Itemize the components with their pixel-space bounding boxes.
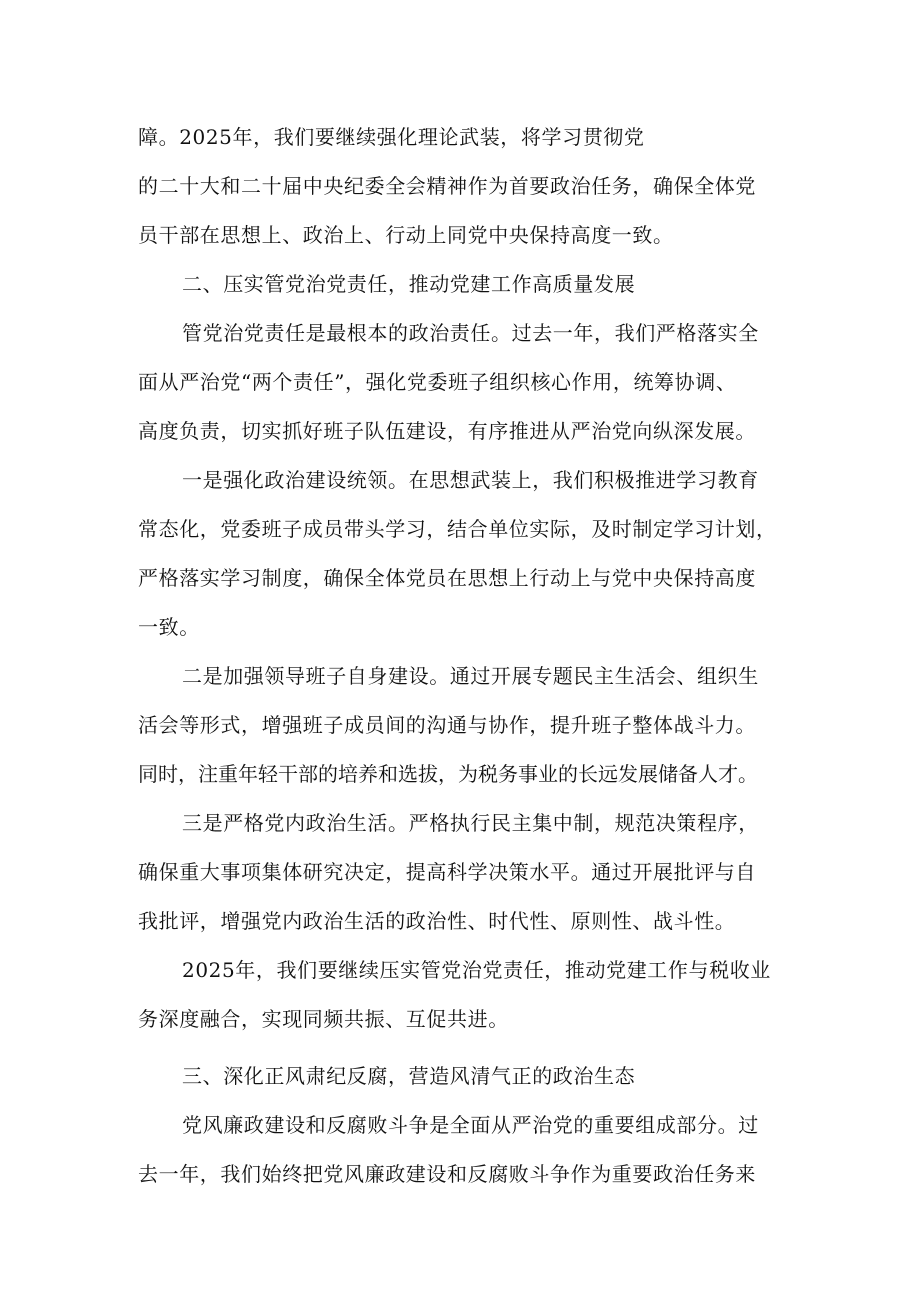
- paragraph-line: 活会等形式，增强班子成员间的沟通与协作，提升班子整体战斗力。: [138, 713, 756, 737]
- paragraph-line: 障。2025年，我们要继续强化理论武装，将学习贯彻党: [138, 125, 645, 149]
- paragraph-line: 确保重大事项集体研究决定，提高科学决策水平。通过开展批评与自: [138, 860, 756, 884]
- paragraph-line: 同时，注重年轻干部的培养和选拔，为税务事业的长远发展储备人才。: [138, 762, 758, 786]
- section-heading: 二、压实管党治党责任，推动党建工作高质量发展: [182, 272, 636, 296]
- paragraph-line: 去一年，我们始终把党风廉政建设和反腐败斗争作为重要政治任务来: [138, 1162, 756, 1186]
- paragraph-line: 面从严治党“两个责任”，强化党委班子组织核心作用，统筹协调、: [138, 370, 737, 394]
- paragraph-line: 管党治党责任是最根本的政治责任。过去一年，我们严格落实全: [182, 321, 759, 345]
- paragraph-line: 二是加强领导班子自身建设。通过开展专题民主生活会、组织生: [182, 664, 759, 688]
- paragraph-line: 2025年，我们要继续压实管党治党责任，推动党建工作与税收业: [182, 958, 771, 982]
- paragraph-line: 严格落实学习制度，确保全体党员在思想上行动上与党中央保持高度: [138, 566, 756, 590]
- paragraph-line: 常态化，党委班子成员带头学习，结合单位实际，及时制定学习计划，: [138, 517, 777, 541]
- paragraph-line: 一致。: [138, 615, 200, 639]
- paragraph-line: 我批评，增强党内政治生活的政治性、时代性、原则性、战斗性。: [138, 909, 736, 933]
- section-heading: 三、深化正风肃纪反腐，营造风清气正的政治生态: [182, 1064, 636, 1088]
- paragraph-line: 三是严格党内政治生活。严格执行民主集中制，规范决策程序，: [182, 811, 759, 835]
- paragraph-line: 务深度融合，实现同频共振、互促共进。: [138, 1007, 509, 1031]
- paragraph-line: 高度负责，切实抓好班子队伍建设，有序推进从严治党向纵深发展。: [138, 419, 756, 443]
- paragraph-line: 一是强化政治建设统领。在思想武装上，我们积极推进学习教育: [182, 468, 759, 492]
- document-body: [138, 113, 798, 1199]
- paragraph-line: 党风廉政建设和反腐败斗争是全面从严治党的重要组成部分。过: [182, 1113, 759, 1137]
- paragraph-line: 的二十大和二十届中央纪委全会精神作为首要政治任务，确保全体党: [138, 174, 756, 198]
- paragraph-line: 员干部在思想上、政治上、行动上同党中央保持高度一致。: [138, 223, 674, 247]
